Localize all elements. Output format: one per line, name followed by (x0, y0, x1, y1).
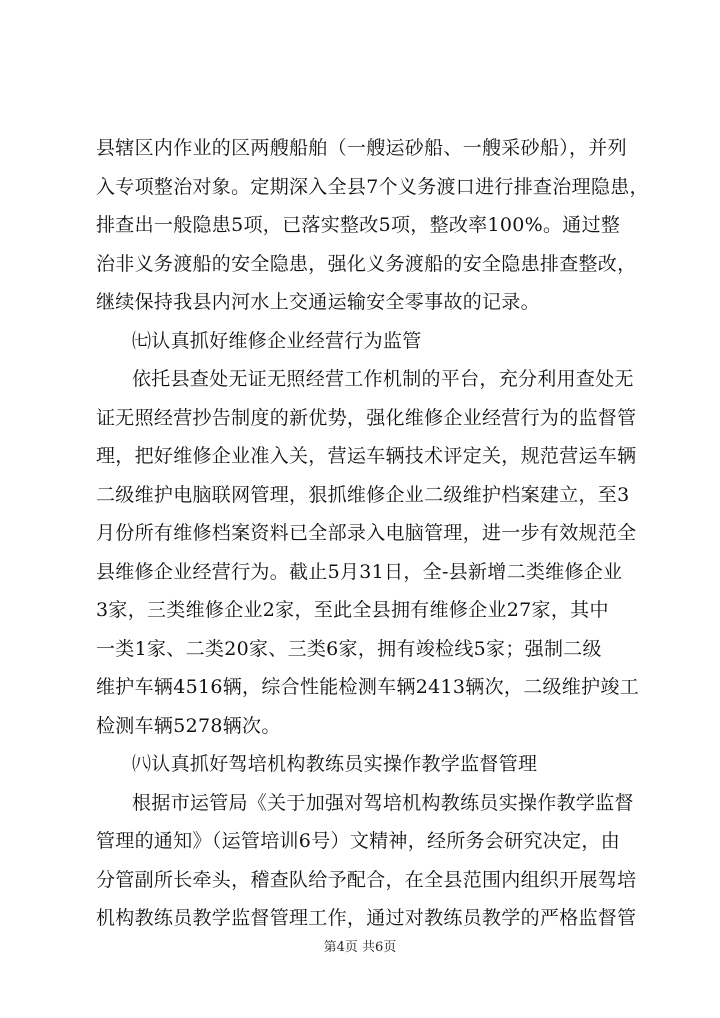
paragraph-line: 县辖区内作业的区两艘船舶（一艘运砂船、一艘采砂船），并列 (96, 137, 627, 159)
paragraph-line: 证无照经营抄告制度的新优势，强化维修企业经营行为的监督管 (96, 407, 637, 429)
paragraph-line: 依托县查处无证无照经营工作机制的平台，充分利用查处无 (132, 368, 634, 390)
paragraph-line: 管理的通知》（运管培训6号）文精神，经所务会研究决定，由 (96, 830, 620, 852)
page-number-footer: 第4页 共6页 (323, 940, 397, 955)
paragraph-line: 分管副所长牵头，稽查队给予配合，在全县范围内组织开展驾培 (96, 869, 637, 891)
paragraph-line: 月份所有维修档案资料已全部录入电脑管理，进一步有效规范全 (96, 522, 637, 544)
paragraph-line: 排查出一般隐患5项，已落实整改5项，整改率100%。通过整 (96, 214, 621, 236)
paragraph-line: 检测车辆5278辆次。 (96, 715, 281, 737)
paragraph-line: 入专项整治对象。定期深入全县7个义务渡口进行排查治理隐患， (96, 176, 649, 198)
paragraph-line: 根据市运管局《关于加强对驾培机构教练员实操作教学监督 (132, 792, 634, 814)
paragraph-line: 机构教练员教学监督管理工作，通过对教练员教学的严格监督管 (96, 907, 637, 929)
section-heading: ㈦认真抓好维修企业经营行为监管 (132, 330, 422, 352)
paragraph-line: 维护车辆4516辆，综合性能检测车辆2413辆次，二级维护竣工 (96, 676, 640, 698)
paragraph-line: 二级维护电脑联网管理，狠抓维修企业二级维护档案建立，至3 (96, 484, 630, 506)
paragraph-line: 理，把好维修企业准入关，营运车辆技术评定关，规范营运车辆 (96, 445, 637, 467)
section-heading: ㈧认真抓好驾培机构教练员实操作教学监督管理 (132, 753, 538, 775)
paragraph-line: 一类1家、二类20家、三类6家，拥有竣检线5家；强制二级 (96, 638, 602, 660)
paragraph-line: 3家，三类维修企业2家，至此全县拥有维修企业27家，其中 (96, 599, 609, 621)
paragraph-line: 县维修企业经营行为。截止5月31日，全-县新增二类维修企业 (96, 561, 623, 583)
paragraph-line: 治非义务渡船的安全隐患，强化义务渡船的安全隐患排查整改， (96, 253, 637, 275)
paragraph-line: 继续保持我县内河水上交通运输安全零事故的记录。 (96, 291, 540, 313)
